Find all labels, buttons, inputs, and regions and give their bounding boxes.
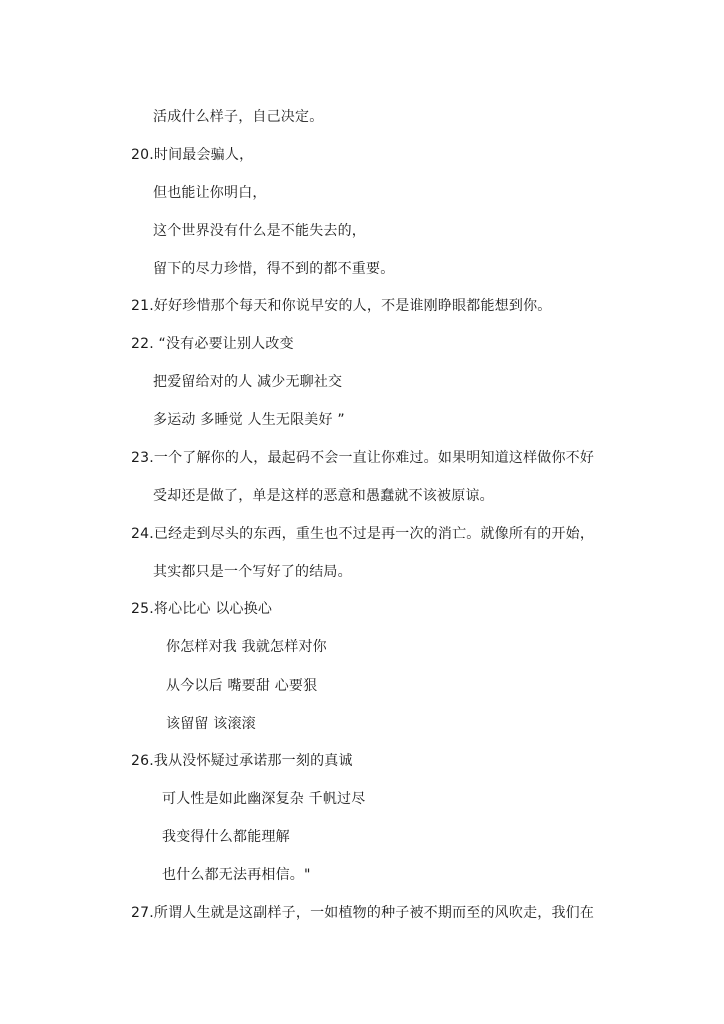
text-line: 这个世界没有什么是不能失去的， (153, 223, 366, 239)
text-line: 多运动 多睡觉 人生无限美好 ” (153, 412, 345, 428)
text-line: 我变得什么都能理解 (162, 829, 290, 845)
list-item-20: 20.时间最会骗人， (131, 147, 254, 163)
list-item-21: 21.好好珍惜那个每天和你说早安的人，不是谁刚睁眼都能想到你。 (131, 298, 552, 314)
list-item-26: 26.我从没怀疑过承诺那一刻的真诚 (131, 753, 353, 769)
list-item-27: 27.所谓人生就是这副样子，一如植物的种子被不期而至的风吹走，我们在 (131, 905, 595, 921)
text-line: 受却还是做了，单是这样的恶意和愚蠢就不该被原谅。 (153, 488, 494, 504)
list-item-22: 22. “没有必要让别人改变 (131, 336, 294, 352)
text-line: 你怎样对我 我就怎样对你 (166, 639, 327, 655)
list-item-25: 25.将心比心 以心换心 (131, 601, 273, 617)
text-line: 留下的尽力珍惜，得不到的都不重要。 (153, 261, 395, 277)
text-line: 可人性是如此幽深复杂 千帆过尽 (162, 791, 366, 807)
text-line: 从今以后 嘴要甜 心要狠 (166, 678, 318, 694)
text-line: 活成什么样子，自己决定。 (153, 109, 324, 125)
text-line: 也什么都无法再相信。" (162, 867, 311, 883)
text-line: 该留留 该滚滚 (166, 716, 256, 732)
text-line: 其实都只是一个写好了的结局。 (153, 564, 352, 580)
list-item-23: 23.一个了解你的人，最起码不会一直让你难过。如果明知道这样做你不好 (131, 450, 595, 466)
text-line: 但也能让你明白， (153, 185, 267, 201)
list-item-24: 24.已经走到尽头的东西，重生也不过是再一次的消亡。就像所有的开始， (131, 526, 595, 542)
text-line: 把爱留给对的人 减少无聊社交 (153, 374, 343, 390)
